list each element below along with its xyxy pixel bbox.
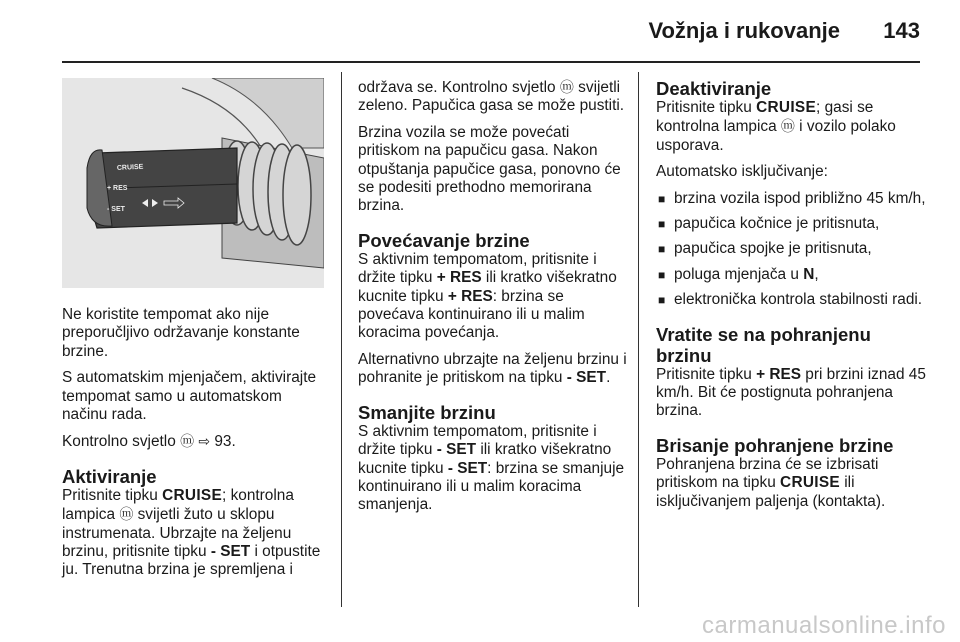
paragraph: održava se. Kontrolno svjetlo ⓜ svijetli zeleno. Papučica gasa se može pustiti. xyxy=(358,79,625,115)
column-divider xyxy=(638,72,639,607)
cruise-lever-illustration xyxy=(62,78,324,288)
column-1 xyxy=(62,78,330,588)
key-set: - SET xyxy=(447,459,488,477)
column-2 xyxy=(358,78,628,523)
key-res: + RES xyxy=(756,365,801,383)
key-set: - SET xyxy=(210,543,251,561)
lever-label-res: + RES xyxy=(107,185,128,192)
list-item: ■ papučica spojke je pritisnuta, xyxy=(658,240,872,258)
page-number: 143 xyxy=(883,18,920,43)
paragraph: Alternativno ubrzajte na željenu brzinu i pohranite je pritiskom na tipku - SET. xyxy=(358,350,627,387)
key-cruise: CRUISE xyxy=(162,486,223,504)
lever-label-cruise: CRUISE xyxy=(116,163,144,172)
paragraph: Automatsko isključivanje: xyxy=(656,163,828,181)
cruise-control-icon: ⓜ xyxy=(559,79,574,95)
section-title: Vožnja i rukovanje xyxy=(648,18,840,43)
page-header xyxy=(0,0,960,60)
paragraph: Pritisnite tipku CRUISE; gasi se kontrolna lampica ⓜ i vozilo polako usporava. xyxy=(656,99,896,154)
bullet-icon: ■ xyxy=(658,242,666,257)
paragraph: Pritisnite tipku + RES pri brzini iznad 45 km/h. Bit će postignuta pohranjena brzina. xyxy=(656,365,926,420)
header-rule xyxy=(62,61,920,63)
column-3 xyxy=(656,78,926,519)
paragraph: Pritisnite tipku CRUISE; kontrolna lampica ⓜ svijetli žuto u sklopu instrumenata. Ubrzajte na željenu brzinu, pritisnite tipku - SET i otpustite ju. Trenutna brzina je spremljena i xyxy=(62,486,321,579)
bullet-icon: ■ xyxy=(658,293,666,308)
reference-arrow-icon: ⇨ xyxy=(198,433,211,450)
cruise-control-icon: ⓜ xyxy=(180,433,195,450)
lever-drawing xyxy=(62,78,324,288)
auto-off-list xyxy=(656,190,926,310)
list-item: ■ elektronička kontrola stabilnosti radi. xyxy=(658,291,923,309)
key-res: + RES xyxy=(447,287,493,305)
heading-aktiviranje: Aktiviranje xyxy=(62,465,157,487)
paragraph: Pohranjena brzina će se izbrisati pritiskom na tipku CRUISE ili isključivanjem paljenja (kontakta). xyxy=(656,455,886,510)
key-cruise: CRUISE xyxy=(756,99,817,116)
heading-brisanje: Brisanje pohranjene brzine xyxy=(656,434,894,456)
paragraph: S aktivnim tempomatom, pritisnite i držite tipku + RES ili kratko višekratno kucnite tipku + RES: brzina se povećava kontinuirano ili u malim koracima povećanja. xyxy=(358,250,617,342)
list-item: ■ papučica kočnice je pritisnuta, xyxy=(658,215,880,233)
bullet-icon: ■ xyxy=(658,217,666,232)
gear-n: N xyxy=(803,265,815,283)
cruise-control-icon: ⓜ xyxy=(780,118,795,135)
paragraph: S automatskim mjenjačem, aktivirajte tempomat samo u automatskom načinu rada. xyxy=(62,369,317,424)
heading-vratite-se: Vratite se na pohranjenu brzinu xyxy=(656,323,871,366)
heading-povecavanje-brzine: Povećavanje brzine xyxy=(358,229,530,251)
key-res: + RES xyxy=(436,269,482,287)
heading-smanjite-brzinu: Smanjite brzinu xyxy=(358,401,496,423)
bullet-icon: ■ xyxy=(658,191,666,206)
heading-deaktiviranje: Deaktiviranje xyxy=(656,78,772,99)
list-item: ■ poluga mjenjača u N, xyxy=(658,265,819,283)
key-set: - SET xyxy=(436,441,477,459)
paragraph: S aktivnim tempomatom, pritisnite i držite tipku - SET ili kratko višekratno kucnite tipku - SET: brzina se smanjuje kontinuirano ili u malim koracima smanjenja. xyxy=(358,422,625,514)
column-divider xyxy=(341,72,342,607)
key-cruise: CRUISE xyxy=(780,474,840,492)
watermark: carmanualsonline.info xyxy=(702,612,946,639)
key-set: - SET xyxy=(566,369,607,387)
paragraph: Brzina vozila se može povećati pritiskom na papučicu gasa. Nakon otpuštanja papučice gasa, ponovno će se podesiti prethodno memorirana brzina. xyxy=(358,123,621,215)
paragraph: Ne koristite tempomat ako nije preporučljivo održavanje konstante brzine. xyxy=(62,306,300,360)
paragraph: Kontrolno svjetlo ⓜ ⇨ 93. xyxy=(62,433,236,451)
bullet-icon: ■ xyxy=(658,267,666,282)
list-item: ■ brzina vozila ispod približno 45 km/h, xyxy=(658,189,926,207)
lever-label-set: - SET xyxy=(107,206,125,213)
cruise-control-icon: ⓜ xyxy=(119,506,134,523)
